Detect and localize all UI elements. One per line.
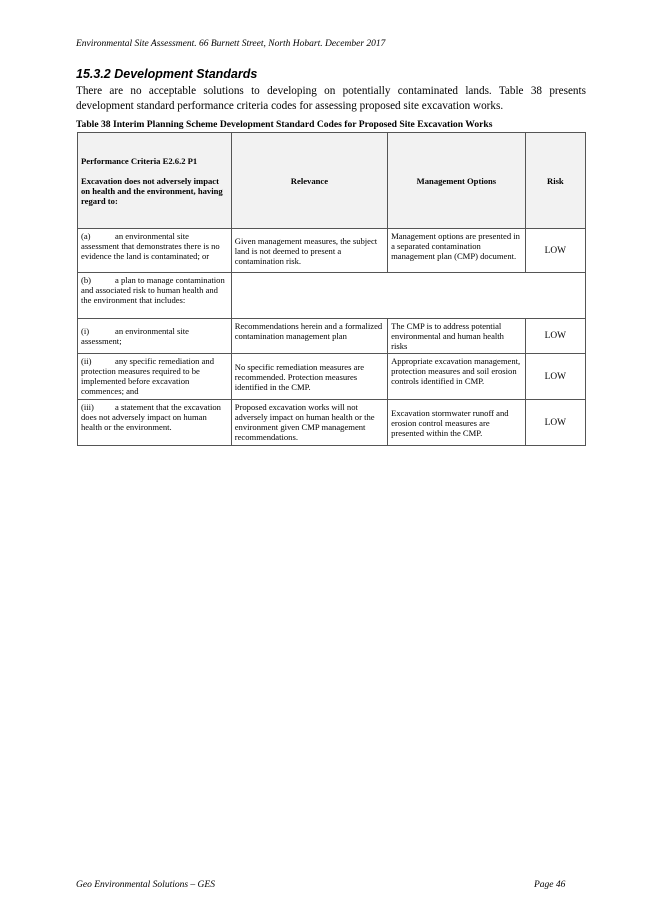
criteria-description: Excavation does not adversely impact on health and the environment, having regard to: bbox=[81, 175, 223, 206]
intro-paragraph: There are no acceptable solutions to developing on potentially contaminated lands. Table 38 presents development standard performance criteria codes for assessing proposed site excavation works. bbox=[76, 85, 586, 112]
table-row bbox=[78, 319, 586, 354]
row-marker: (b) bbox=[81, 275, 92, 285]
criteria-cell bbox=[78, 400, 232, 446]
header-criteria bbox=[78, 133, 232, 229]
empty-span-cell bbox=[231, 273, 585, 319]
risk-cell: LOW bbox=[525, 319, 585, 354]
criteria-cell bbox=[78, 229, 232, 273]
row-marker: (ii) bbox=[81, 356, 92, 366]
criteria-text: a statement that the excavation does not adversely impact on human health or the environment. bbox=[81, 402, 221, 432]
criteria-text: an environmental site assessment; bbox=[81, 326, 189, 346]
risk-cell: LOW bbox=[525, 354, 585, 400]
criteria-title: Performance Criteria E2.6.2 P1 bbox=[81, 155, 198, 166]
criteria-cell bbox=[78, 273, 232, 319]
management-cell: Excavation stormwater runoff and erosion control measures are presented within the CMP. bbox=[388, 400, 526, 446]
management-cell: Management options are presented in a separated contamination management plan (CMP) document. bbox=[388, 229, 526, 273]
header-relevance: Relevance bbox=[231, 133, 387, 229]
row-marker: (a) bbox=[81, 231, 91, 241]
row-marker: (i) bbox=[81, 326, 90, 336]
table-row bbox=[78, 273, 586, 319]
criteria-text: an environmental site assessment that demonstrates there is no evidence the land is contaminated; or bbox=[81, 231, 220, 261]
section-number: 15.3.2 bbox=[76, 67, 111, 81]
risk-cell: LOW bbox=[525, 400, 585, 446]
risk-cell: LOW bbox=[525, 229, 585, 273]
management-cell: Appropriate excavation management, protection measures and soil erosion controls identified in CMP. bbox=[388, 354, 526, 400]
header-risk: Risk bbox=[525, 133, 585, 229]
criteria-cell bbox=[78, 354, 232, 400]
table-row bbox=[78, 400, 586, 446]
relevance-cell: Given management measures, the subject land is not deemed to present a contamination risk. bbox=[231, 229, 387, 273]
header-management: Management Options bbox=[388, 133, 526, 229]
table-row bbox=[78, 229, 586, 273]
table-header-row bbox=[78, 133, 586, 229]
footer-company: Geo Environmental Solutions – GES bbox=[76, 880, 215, 890]
relevance-cell: No specific remediation measures are recommended. Protection measures identified in the CMP. bbox=[231, 354, 387, 400]
criteria-cell bbox=[78, 319, 232, 354]
page-number: Page 46 bbox=[534, 880, 566, 890]
relevance-cell: Recommendations herein and a formalized contamination management plan bbox=[231, 319, 387, 354]
row-marker: (iii) bbox=[81, 402, 94, 412]
criteria-text: a plan to manage contamination and associated risk to human health and the environment that includes: bbox=[81, 275, 225, 305]
section-title: Development Standards bbox=[114, 67, 258, 81]
table-caption: Table 38 Interim Planning Scheme Development Standard Codes for Proposed Site Excavation Works bbox=[76, 119, 493, 130]
section-heading bbox=[76, 67, 257, 81]
table-row bbox=[78, 354, 586, 400]
management-cell: The CMP is to address potential environmental and human health risks bbox=[388, 319, 526, 354]
standards-table bbox=[77, 132, 586, 446]
running-header: Environmental Site Assessment. 66 Burnett Street, North Hobart. December 2017 bbox=[76, 39, 386, 49]
criteria-text: any specific remediation and protection measures required to be implemented before excavation commences; and bbox=[81, 356, 215, 396]
relevance-cell: Proposed excavation works will not adversely impact on human health or the environment given CMP management recommendations. bbox=[231, 400, 387, 446]
